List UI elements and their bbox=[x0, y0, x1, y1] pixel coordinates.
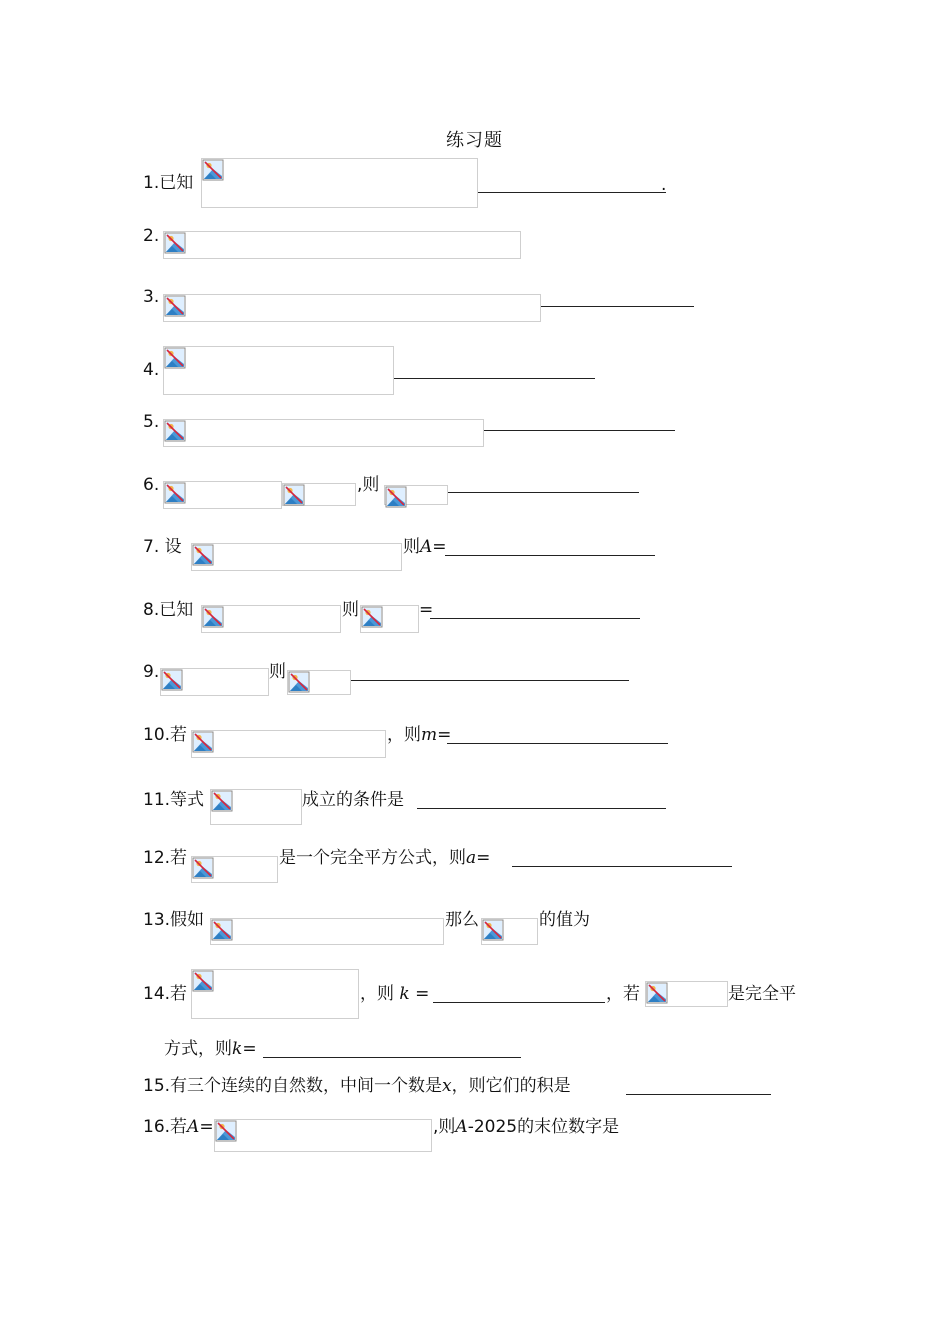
broken-image-placeholder bbox=[191, 543, 402, 571]
question-text: ，若 bbox=[606, 984, 640, 1004]
broken-image-placeholder bbox=[163, 294, 541, 322]
broken-image-icon bbox=[164, 232, 186, 254]
text-then: 是一个完全平方公式，则 bbox=[279, 848, 466, 868]
answer-blank bbox=[417, 808, 666, 809]
question-number: 3. bbox=[143, 287, 160, 307]
question-body: 15.有三个连续的自然数，中间一个数是 bbox=[143, 1076, 443, 1096]
broken-image-placeholder bbox=[191, 730, 386, 758]
broken-image-icon bbox=[192, 857, 214, 879]
equals-sign: = bbox=[476, 848, 491, 868]
answer-blank bbox=[512, 866, 732, 867]
question-number: 2. bbox=[143, 226, 160, 246]
variable: m bbox=[421, 725, 438, 745]
question-text: 14.若 bbox=[143, 984, 188, 1004]
question-body: 16.若 bbox=[143, 1117, 188, 1137]
broken-image-icon bbox=[164, 420, 186, 442]
broken-image-placeholder bbox=[160, 668, 269, 696]
answer-blank bbox=[448, 492, 639, 493]
variable: k bbox=[232, 1039, 243, 1059]
broken-image-icon bbox=[202, 606, 224, 628]
broken-image-icon bbox=[283, 484, 305, 506]
broken-image-placeholder bbox=[163, 231, 521, 259]
broken-image-placeholder bbox=[191, 856, 278, 883]
text-then: ，则 bbox=[387, 725, 421, 745]
question-number: 5. bbox=[143, 412, 160, 432]
equals-sign: = bbox=[419, 600, 434, 620]
variable: x bbox=[442, 1076, 452, 1096]
equals-sign: = bbox=[199, 1117, 214, 1137]
question-text bbox=[279, 848, 490, 868]
question-text bbox=[143, 1117, 214, 1137]
answer-blank bbox=[626, 1094, 771, 1095]
page-title: 练习题 bbox=[446, 130, 503, 151]
broken-image-icon bbox=[202, 159, 224, 181]
broken-image-icon bbox=[385, 486, 407, 508]
question-text: 8.已知 bbox=[143, 600, 194, 620]
question-text bbox=[360, 984, 429, 1004]
broken-image-placeholder bbox=[282, 483, 356, 506]
answer-blank bbox=[541, 306, 694, 307]
broken-image-placeholder bbox=[360, 605, 419, 633]
question-number: 9. bbox=[143, 662, 160, 682]
broken-image-placeholder bbox=[384, 485, 448, 505]
question-text: ,则 bbox=[357, 475, 380, 495]
broken-image-placeholder bbox=[210, 789, 302, 825]
text-then: ，则 bbox=[360, 984, 394, 1004]
answer-blank bbox=[394, 378, 595, 379]
answer-blank bbox=[478, 192, 666, 193]
broken-image-placeholder bbox=[645, 981, 728, 1007]
question-text: 12.若 bbox=[143, 848, 188, 868]
question-text: 则 bbox=[269, 662, 286, 682]
question-number: 7. 设 bbox=[143, 537, 182, 557]
broken-image-placeholder bbox=[287, 670, 351, 695]
equals-sign: = bbox=[432, 537, 447, 557]
answer-blank bbox=[351, 680, 629, 681]
variable: A bbox=[420, 537, 433, 557]
equals-sign: = bbox=[242, 1039, 257, 1059]
broken-image-icon bbox=[192, 544, 214, 566]
question-text bbox=[164, 1039, 257, 1059]
variable: A bbox=[455, 1117, 468, 1137]
variable: a bbox=[466, 848, 477, 868]
variable: k bbox=[399, 984, 410, 1004]
answer-blank bbox=[430, 618, 640, 619]
broken-image-placeholder bbox=[201, 605, 341, 633]
period: . bbox=[661, 175, 667, 195]
broken-image-icon bbox=[482, 919, 504, 941]
broken-image-icon bbox=[164, 295, 186, 317]
question-text: 1.已知 bbox=[143, 173, 194, 193]
text-then: ,则 bbox=[433, 1117, 456, 1137]
question-text: 则 bbox=[342, 600, 359, 620]
answer-blank bbox=[433, 1002, 605, 1003]
broken-image-placeholder bbox=[163, 481, 282, 509]
question-body-end: ，则它们的积是 bbox=[451, 1076, 571, 1096]
question-text: 成立的条件是 bbox=[302, 790, 404, 810]
broken-image-icon bbox=[164, 347, 186, 369]
broken-image-icon bbox=[646, 982, 668, 1004]
question-text bbox=[403, 537, 447, 557]
broken-image-placeholder bbox=[191, 969, 359, 1019]
broken-image-placeholder bbox=[201, 158, 478, 208]
broken-image-icon bbox=[192, 970, 214, 992]
question-text bbox=[143, 1076, 571, 1096]
broken-image-icon bbox=[161, 669, 183, 691]
answer-blank bbox=[484, 430, 675, 431]
question-text bbox=[387, 725, 451, 745]
broken-image-placeholder bbox=[210, 918, 444, 945]
broken-image-icon bbox=[361, 606, 383, 628]
broken-image-icon bbox=[288, 671, 310, 693]
variable: A bbox=[187, 1117, 200, 1137]
answer-blank bbox=[445, 555, 655, 556]
answer-blank bbox=[263, 1057, 521, 1058]
broken-image-icon bbox=[164, 482, 186, 504]
question-text: 13.假如 bbox=[143, 910, 205, 930]
broken-image-icon bbox=[211, 790, 233, 812]
question-text: 那么 bbox=[445, 910, 479, 930]
equals-sign: = bbox=[437, 725, 452, 745]
question-text: 是完全平 bbox=[728, 984, 796, 1004]
equals-sign: = bbox=[409, 984, 430, 1004]
broken-image-placeholder bbox=[163, 346, 394, 395]
question-number: 4. bbox=[143, 360, 160, 380]
broken-image-placeholder bbox=[163, 419, 484, 447]
question-text: 10.若 bbox=[143, 725, 188, 745]
answer-blank bbox=[447, 743, 668, 744]
question-text bbox=[433, 1117, 619, 1137]
question-text: 11.等式 bbox=[143, 790, 205, 810]
question-number: 6. bbox=[143, 475, 160, 495]
broken-image-icon bbox=[192, 731, 214, 753]
text-then: 则 bbox=[403, 537, 420, 557]
question-body-end: -2025的末位数字是 bbox=[467, 1117, 620, 1137]
broken-image-icon bbox=[215, 1120, 237, 1142]
text-then: 方式，则 bbox=[164, 1039, 232, 1059]
broken-image-placeholder bbox=[481, 918, 538, 945]
broken-image-placeholder bbox=[214, 1119, 432, 1152]
question-text: 的值为 bbox=[539, 910, 590, 930]
broken-image-icon bbox=[211, 919, 233, 941]
